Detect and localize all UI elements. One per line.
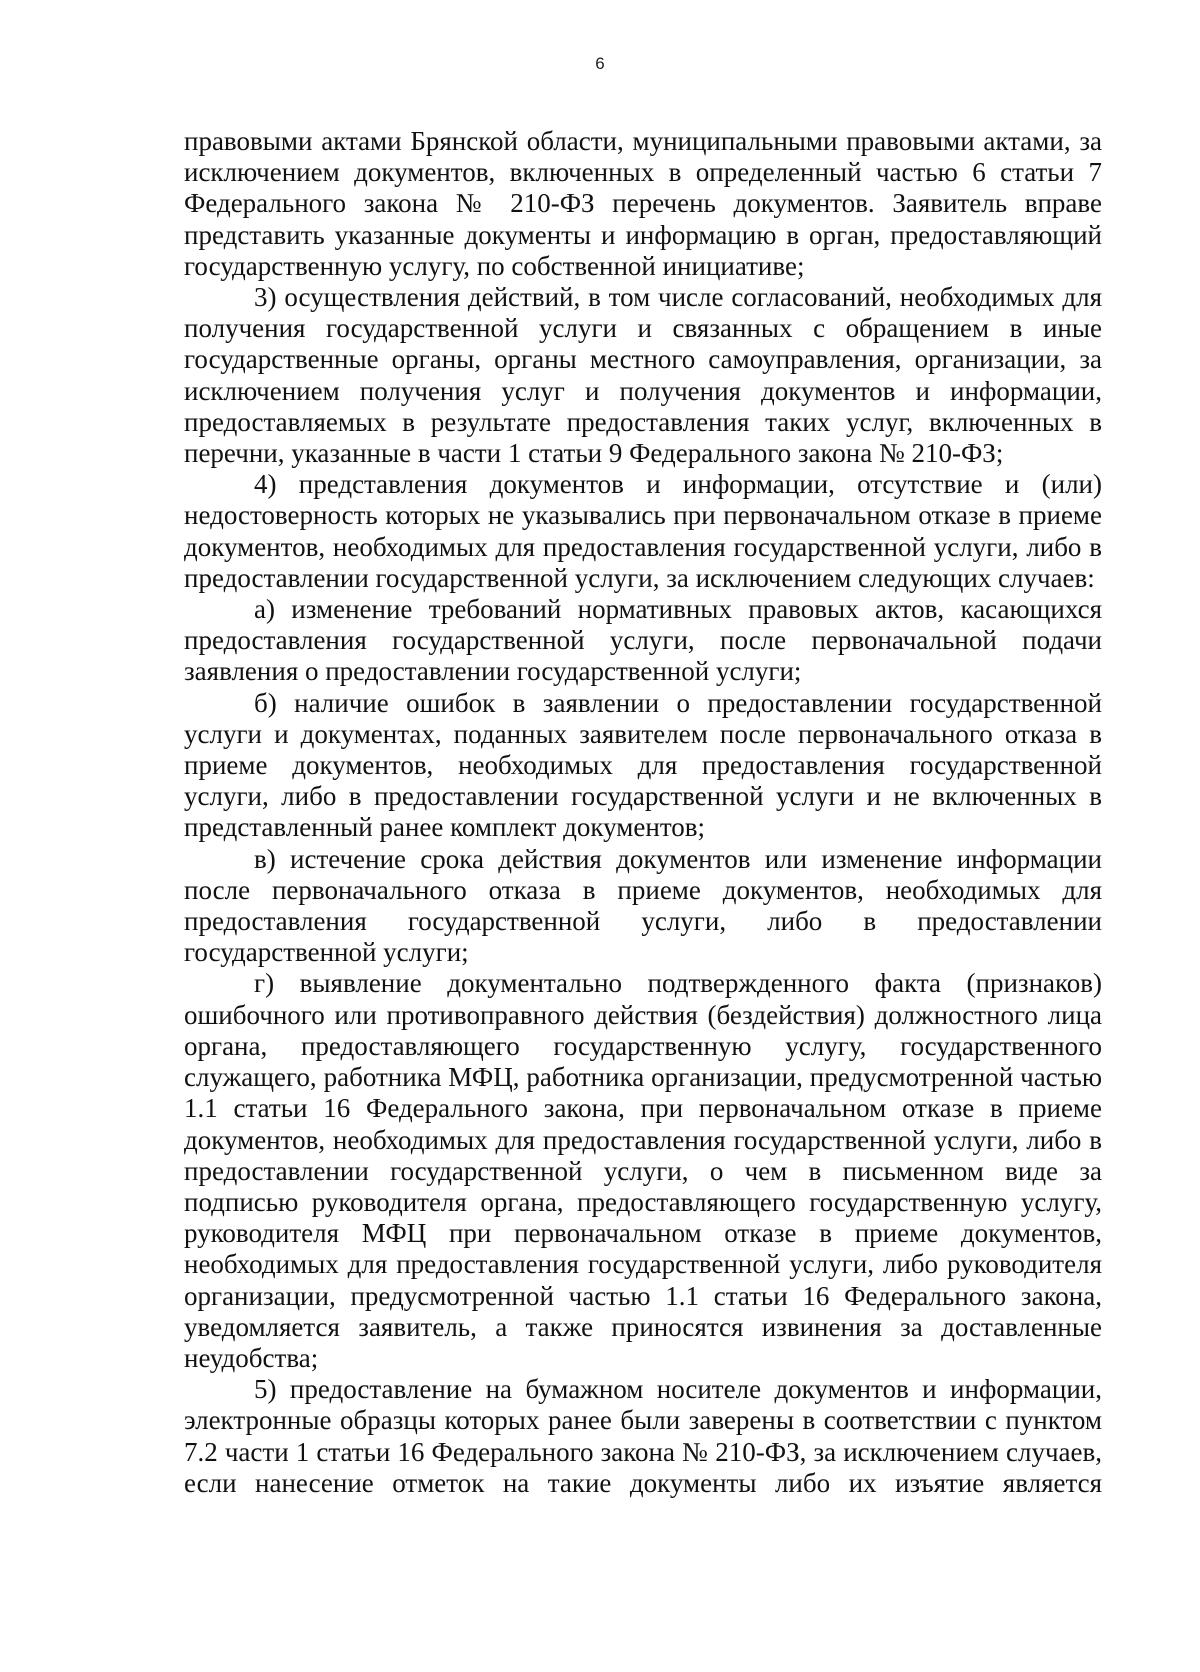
paragraph-item-4: 4) представления документов и информации, отсутствие и (или) недостоверность которых не указывались при первоначальном отказе в приеме документов, необходимых для предоставления государственной услуги, либо в предоставлении государственной услуги, за исключением следующих случаев: [184,469,1102,593]
paragraph-item-3: 3) осуществления действий, в том числе согласований, необходимых для получения государственной услуги и связанных с обращением в иные государственные органы, органы местного самоуправления, организации, за исключением получения услуг и получения документов и информации, предоставляемых в результате предоставления таких услуг, включенных в перечни, указанные в части 1 статьи 9 Федерального закона № 210-ФЗ; [184,282,1102,469]
paragraph-subitem-v: в) истечение срока действия документов или изменение информации после первоначального отказа в приеме документов, необходимых для предоставления государственной услуги, либо в предоставлении государственной услуги; [184,843,1102,968]
document-body [184,126,1102,1499]
paragraph-subitem-a: а) изменение требований нормативных правовых актов, касающихся предоставления государственной услуги, после первоначальной подачи заявления о предоставлении государственной услуги; [184,594,1102,687]
paragraph-subitem-b: б) наличие ошибок в заявлении о предоставлении государственной услуги и документах, поданных заявителем после первоначального отказа в приеме документов, необходимых для предоставления государственной услуги, либо в предоставлении государственной услуги и не включенных в представленный ранее комплект документов; [184,687,1102,843]
paragraph-continuation: правовыми актами Брянской области, муниципальными правовыми актами, за исключением документов, включенных в определенный частью 6 статьи 7 Федерального закона № 210-ФЗ перечень документов. Заявитель вправе представить указанные документы и информацию в орган, предоставляющий государственную услугу, по собственной инициативе; [184,126,1102,281]
page-number: 6 [595,54,605,73]
paragraph-subitem-g: г) выявление документально подтвержденного факта (признаков) ошибочного или противоправного действия (бездействия) должностного лица органа, предоставляющего государственную услугу, государственного служащего, работника МФЦ, работника организации, предусмотренной частью 1.1 статьи 16 Федерального закона, при первоначальном отказе в приеме документов, необходимых для предоставления государственной услуги, либо в предоставлении государственной услуги, о чем в письменном виде за подписью руководителя органа, предоставляющего государственную услугу, руководителя МФЦ при первоначальном отказе в приеме документов, необходимых для предоставления государственной услуги, либо руководителя организации, предусмотренной частью 1.1 статьи 16 Федерального закона, уведомляется заявитель, а также приносятся извинения за доставленные неудобства; [184,968,1102,1373]
paragraph-item-5: 5) предоставление на бумажном носителе документов и информации, электронные образцы которых ранее были заверены в соответствии с пунктом 7.2 части 1 статьи 16 Федерального закона № 210-ФЗ, за исключением случаев, если нанесение отметок на такие документы либо их изъятие является [184,1374,1102,1498]
